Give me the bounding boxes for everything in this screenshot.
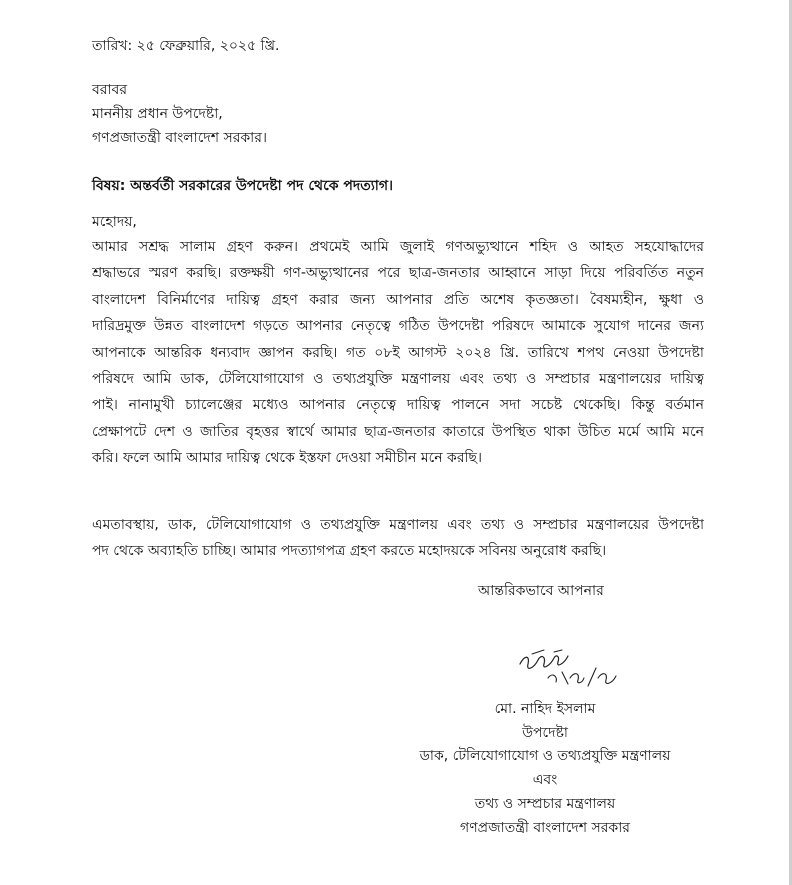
paragraph-line: আপনাকে আন্তরিক ধন্যবাদ জ্ঞাপন করছি। গত ০৮ই আগস্ট ২০২৪ খ্রি. তারিখে শপথ নেওয়া উপদেষ্টা (92, 344, 704, 361)
paragraph-line: দারিদ্রমুক্ত উন্নত বাংলাদেশ গড়তে আপনার নেতৃত্বে গঠিত উপদেষ্টা পরিষদে আমাকে সুযোগ দানের জন্য (92, 318, 704, 335)
signer-government: গণপ্রজাতন্ত্রী বাংলাদেশ সরকার (460, 820, 630, 836)
recipient-line-1: বরাবর (92, 82, 128, 98)
signer-conjunction: এবং (532, 772, 558, 788)
letter-date: তারিখ: ২৫ ফেব্রুয়ারি, ২০২৫ খ্রি. (92, 38, 280, 54)
salutation: মহোদয়, (92, 214, 137, 230)
recipient-line-2: মাননীয় প্রধান উপদেষ্টা, (92, 106, 223, 122)
signer-title: উপদেষ্টা (522, 725, 568, 741)
signer-ministry-1: ডাক, টেলিযোগাযোগ ও তথ্যপ্রযুক্তি মন্ত্রণালয় (419, 748, 671, 764)
letter-subject: বিষয়: অন্তর্বর্তী সরকারের উপদেষ্টা পদ থেকে পদত্যাগ। (92, 178, 394, 194)
signer-name: মো. নাহিদ ইসলাম (494, 701, 596, 717)
paragraph-line: বাংলাদেশ বিনির্মাণের দায়িত্ব গ্রহণ করার জন্য আপনার প্রতি অশেষ কৃতজ্ঞতা। বৈষম্যহীন, ক্ষুধা ও (92, 291, 704, 308)
paragraph-line: শ্রদ্ধাভরে স্মরণ করছি। রক্তক্ষয়ী গণ-অভ্যুত্থানের পরে ছাত্র-জনতার আহ্বানে সাড়া দিয়ে পরিবর্তিত নতুন (92, 265, 704, 282)
recipient-line-3: গণপ্রজাতন্ত্রী বাংলাদেশ সরকার। (92, 130, 267, 146)
paragraph-line: করি। ফলে আমি আমার দায়িত্ব থেকে ইস্তফা দেওয়া সমীচীন মনে করছি। (92, 450, 483, 467)
signer-ministry-2: তথ্য ও সম্প্রচার মন্ত্রণালয় (474, 796, 616, 812)
paragraph-line: আমার সশ্রদ্ধ সালাম গ্রহণ করুন। প্রথমেই আমি জুলাই গণঅভ্যুত্থানে শহিদ ও আহত সহযোদ্ধাদের (92, 239, 704, 255)
closing-phrase: আন্তরিকভাবে আপনার (478, 583, 604, 599)
body-paragraph-2 (92, 512, 704, 565)
paragraph-line: পরিষদে আমি ডাক, টেলিযোগাযোগ ও তথ্যপ্রযুক্তি মন্ত্রণালয় এবং তথ্য ও সম্প্রচার মন্ত্রণালয়ের দায়িত্ব (92, 370, 704, 387)
handwritten-signature (508, 642, 628, 692)
body-paragraph-1 (92, 234, 704, 472)
paragraph-line: এমতাবস্থায়, ডাক, টেলিযোগাযোগ ও তথ্যপ্রযুক্তি মন্ত্রণালয় এবং তথ্য ও সম্প্রচার মন্ত্রণালয়ের উপদেষ্টা (92, 517, 704, 533)
paragraph-line: প্রেক্ষাপটে দেশ ও জাতির বৃহত্তর স্বার্থে আমার ছাত্র-জনতার কাতারে উপস্থিত থাকা উচিত মর্মে আমি মনে (92, 423, 704, 440)
paragraph-line: পদ থেকে অব্যাহতি চাচ্ছি। আমার পদত্যাগপত্র গ্রহণ করতে মহোদয়কে সবিনয় অনুরোধ করছি। (92, 543, 607, 560)
paragraph-line: পাই। নানামুখী চ্যালেঞ্জের মধ্যেও আপনার নেতৃত্বে দায়িত্ব পালনে সদা সচেষ্ট থেকেছি। কিন্তু বর্তমান (92, 397, 704, 414)
